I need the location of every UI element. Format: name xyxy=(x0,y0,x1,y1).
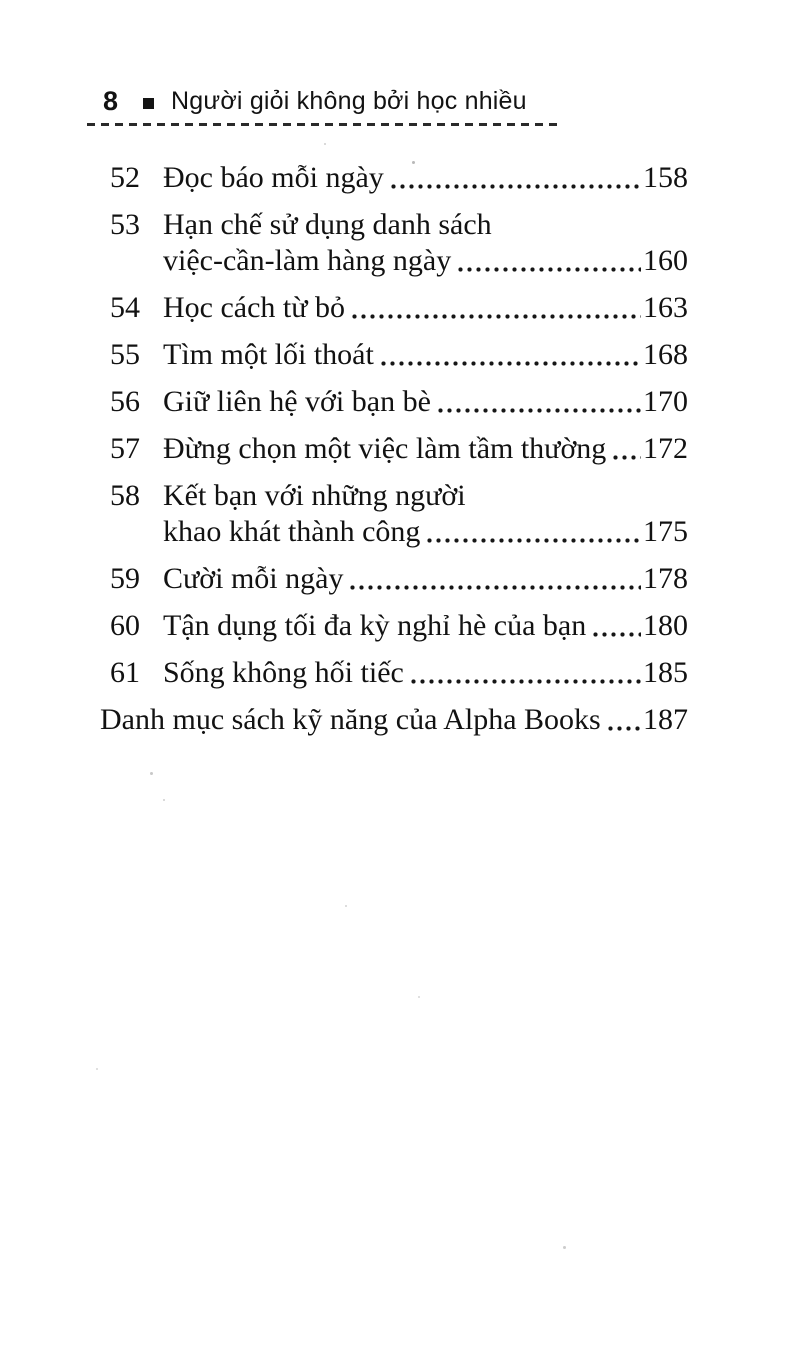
toc-entry-page: 185 xyxy=(643,656,688,689)
toc-list xyxy=(100,160,688,749)
toc-entry-page: 160 xyxy=(643,244,688,277)
toc-entry-number: 60 xyxy=(110,609,140,642)
toc-entry-number: 56 xyxy=(110,385,140,418)
toc-entry-number: 52 xyxy=(110,161,140,194)
toc-entry-title: Giữ liên hệ với bạn bè xyxy=(163,385,431,418)
toc-entry-number: 59 xyxy=(110,562,140,595)
toc-entry-number: 61 xyxy=(110,656,140,689)
dot-leader xyxy=(350,585,641,590)
toc-entry-number: 58 xyxy=(110,479,140,512)
toc-entry-page: 172 xyxy=(643,432,688,465)
toc-entry-title: Đừng chọn một việc làm tầm thường xyxy=(163,432,607,465)
toc-entry-body xyxy=(163,207,688,279)
toc-entry-body xyxy=(163,337,688,373)
dot-leader xyxy=(608,726,641,731)
toc-entry-body xyxy=(163,561,688,597)
toc-entry xyxy=(110,337,688,373)
scan-speck xyxy=(324,143,326,145)
toc-entry xyxy=(110,431,688,467)
toc-entry-page: 170 xyxy=(643,385,688,418)
toc-entry xyxy=(110,160,688,196)
toc-entry-title: Đọc báo mỗi ngày xyxy=(163,161,384,194)
toc-entry-body xyxy=(163,290,688,326)
toc-entry-page: 168 xyxy=(643,338,688,371)
scan-speck xyxy=(345,905,347,907)
toc-entry-title: khao khát thành công xyxy=(163,515,421,548)
dashed-divider xyxy=(87,123,557,126)
toc-entry-title: việc-cần-làm hàng ngày xyxy=(163,244,452,277)
toc-entry-title: Hạn chế sử dụng danh sách xyxy=(163,208,492,241)
toc-entry-number: 57 xyxy=(110,432,140,465)
toc-entry-title: Cười mỗi ngày xyxy=(163,562,344,595)
toc-entry-number: 54 xyxy=(110,291,140,324)
toc-entry-page: 175 xyxy=(643,515,688,548)
toc-entry-body xyxy=(163,478,688,550)
toc-entry-title: Tìm một lối thoát xyxy=(163,338,374,371)
toc-entry-number: 53 xyxy=(110,208,140,241)
square-bullet-icon xyxy=(143,98,154,109)
dot-leader xyxy=(438,408,641,413)
dot-leader xyxy=(593,632,641,637)
toc-entry xyxy=(110,608,688,644)
toc-entry-title: Tận dụng tối đa kỳ nghỉ hè của bạn xyxy=(163,609,587,642)
toc-entry xyxy=(110,561,688,597)
scan-speck xyxy=(150,772,153,775)
toc-entry-page: 158 xyxy=(643,161,688,194)
toc-entry-line xyxy=(163,655,688,691)
toc-footer-body xyxy=(100,702,688,738)
header-page-number: 8 xyxy=(103,86,119,116)
toc-entry-line xyxy=(163,337,688,373)
toc-entry-page: 187 xyxy=(643,703,688,736)
toc-entry-line xyxy=(163,431,688,467)
toc-entry-title: Học cách từ bỏ xyxy=(163,291,346,324)
dot-leader xyxy=(458,267,641,272)
toc-entry-body xyxy=(163,384,688,420)
scan-speck xyxy=(163,799,165,801)
toc-entry xyxy=(110,478,688,550)
dot-leader xyxy=(613,455,641,460)
toc-entry-body xyxy=(163,431,688,467)
toc-entry-number: 55 xyxy=(110,338,140,371)
toc-entry xyxy=(110,384,688,420)
toc-entry xyxy=(110,290,688,326)
scan-speck xyxy=(418,996,420,998)
dot-leader xyxy=(411,679,641,684)
scan-speck xyxy=(563,1246,566,1249)
header-book-title: Người giỏi không bởi học nhiều xyxy=(171,87,527,115)
toc-entry-body xyxy=(163,608,688,644)
toc-entry xyxy=(110,655,688,691)
toc-entry-line xyxy=(100,702,688,738)
toc-entry-line xyxy=(163,160,688,196)
toc-entry-body xyxy=(163,160,688,196)
scan-speck xyxy=(96,1068,98,1070)
toc-entry-line xyxy=(163,290,688,326)
dot-leader xyxy=(381,361,641,366)
toc-entry xyxy=(110,207,688,279)
toc-entry-line xyxy=(163,478,688,514)
toc-entry-line xyxy=(163,608,688,644)
toc-entry-body xyxy=(163,655,688,691)
toc-entry-line xyxy=(163,514,688,550)
toc-entry-page: 180 xyxy=(643,609,688,642)
toc-entry-line xyxy=(163,384,688,420)
toc-entry-line xyxy=(163,561,688,597)
toc-entry-title: Kết bạn với những người xyxy=(163,479,466,512)
toc-entry-line xyxy=(163,207,688,243)
toc-footer-label: Danh mục sách kỹ năng của Alpha Books xyxy=(100,703,601,736)
dot-leader xyxy=(391,184,641,189)
toc-entry-page: 163 xyxy=(643,291,688,324)
page-header xyxy=(103,88,527,115)
toc-footer-entry xyxy=(100,702,688,738)
dot-leader xyxy=(427,538,641,543)
toc-entry-title: Sống không hối tiếc xyxy=(163,656,404,689)
dot-leader xyxy=(352,314,641,319)
scan-speck xyxy=(412,161,415,164)
toc-entry-page: 178 xyxy=(643,562,688,595)
toc-entry-line xyxy=(163,243,688,279)
